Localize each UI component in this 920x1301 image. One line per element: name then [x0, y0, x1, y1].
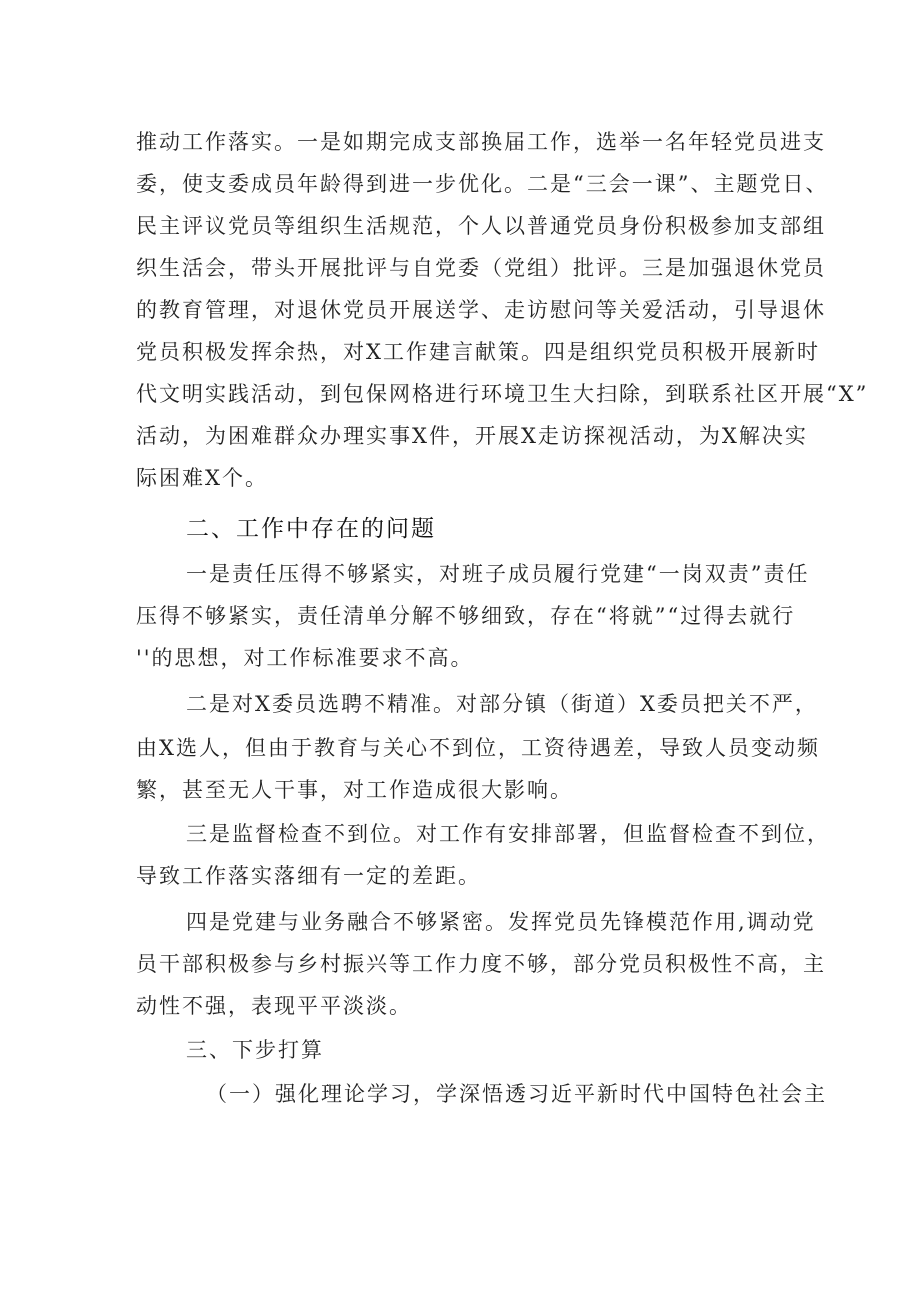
paragraph-line: 由X选人，但由于教育与关心不到位，工资待遇差，导致人员变动频 [136, 736, 820, 760]
paragraph-line: 活动，为困难群众办理实事X件，开展X走访探视活动，为X解决实 [136, 424, 808, 448]
paragraph-line: 代文明实践活动，到包保网格进行环境卫生大扫除，到联系社区开展“X” [136, 382, 869, 406]
paragraph-line: 际困难X个。 [136, 466, 268, 490]
paragraph-line: ''的思想，对工作标准要求不高。 [136, 646, 474, 670]
paragraph-line: 导致工作落实落细有一定的差距。 [136, 864, 481, 888]
paragraph-line: 二是对X委员选聘不精准。对部分镇（街道）X委员把关不严， [186, 692, 818, 716]
paragraph-line: 委，使支委成员年龄得到进一步优化。二是“三会一课”、主题党日、 [136, 172, 829, 196]
paragraph-line: 推动工作落实。一是如期完成支部换届工作，选举一名年轻党员进支 [136, 130, 826, 154]
section-heading-problems: 二、工作中存在的问题 [186, 516, 436, 542]
paragraph-line: 民主评议党员等组织生活规范，个人以普通党员身份积极参加支部组 [136, 214, 826, 238]
paragraph-line: 压得不够紧实，责任清单分解不够细致，存在“将就”“过得去就行 [136, 604, 796, 628]
paragraph-line: 四是党建与业务融合不够紧密。发挥党员先锋模范作用,调动党 [186, 910, 816, 934]
paragraph-line: 的教育管理，对退休党员开展送学、走访慰问等关爱活动，引导退休 [136, 298, 826, 322]
paragraph-line: 员干部积极参与乡村振兴等工作力度不够，部分党员积极性不高，主 [136, 952, 826, 976]
paragraph-line: 动性不强，表现平平淡淡。 [136, 994, 412, 1018]
paragraph-line: 一是责任压得不够紧实，对班子成员履行党建“一岗双责”责任 [186, 562, 810, 586]
paragraph-line: 繁，甚至无人干事，对工作造成很大影响。 [136, 778, 573, 802]
paragraph-line: 三是监督检查不到位。对工作有安排部署，但监督检查不到位， [186, 822, 830, 846]
paragraph-line: （一）强化理论学习，学深悟透习近平新时代中国特色社会主 [206, 1082, 827, 1106]
paragraph-line: 织生活会，带头开展批评与自党委（党组）批评。三是加强退休党员 [136, 256, 826, 280]
section-heading-next-steps: 三、下步打算 [186, 1038, 324, 1062]
paragraph-line: 党员积极发挥余热，对X工作建言献策。四是组织党员积极开展新时 [136, 340, 820, 364]
